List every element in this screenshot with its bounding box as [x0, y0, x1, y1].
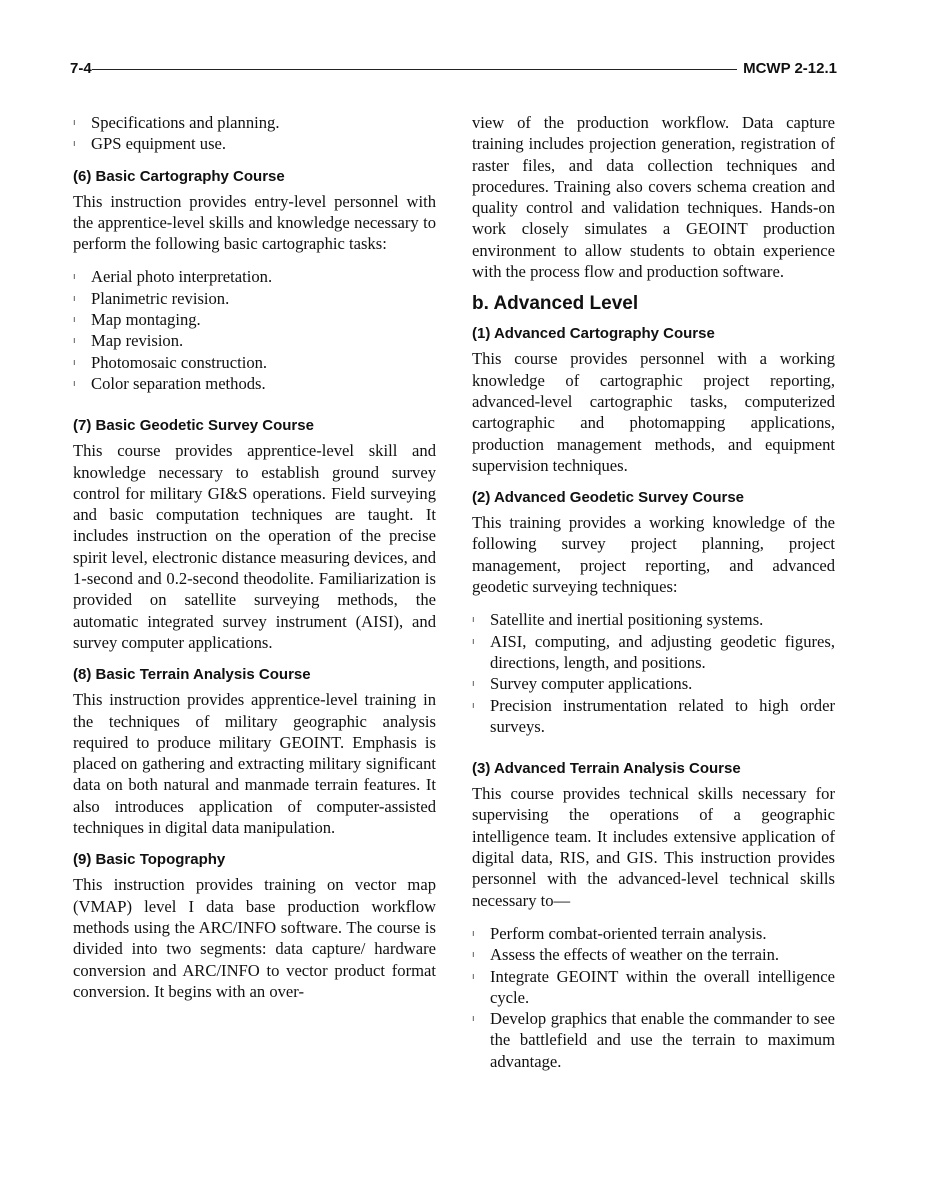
bullet-icon: ı	[73, 117, 76, 127]
bullet-icon: ı	[472, 678, 475, 689]
advanced-level-heading: b. Advanced Level	[472, 293, 639, 315]
section-heading-9: (9) Basic Topography	[73, 851, 226, 869]
cartography-task-list	[73, 266, 436, 394]
list-item: ı AISI, computing, and adjusting geodetic figures, directions, length, and positions.	[472, 631, 835, 672]
bullet-icon: ı	[73, 377, 76, 388]
section-body-adv-1: This course provides personnel with a working knowledge of cartographic project reporting, advanced-level cartographic tasks, computerized cartographic and photomapping applications, production management methods, and equipment supervision techniques.	[472, 349, 835, 475]
right-column	[472, 112, 835, 1072]
section-body-adv-3: This course provides technical skills necessary for supervising the operations of a geographic intelligence team. It includes extensive application of digital data, RIS, and GIS. This instruction provides personnel with the advanced-level technical skills necessary to—	[472, 784, 835, 910]
section-body-6: This instruction provides entry-level personnel with the apprentice-level skills and knowledge necessary to perform the following basic cartographic tasks:	[73, 191, 436, 254]
section-heading-adv-1: (1) Advanced Cartography Course	[472, 325, 715, 343]
bullet-icon: ı	[73, 138, 76, 149]
continuation-paragraph: view of the production workflow. Data capture training includes projection generation, registration of raster files, and data collection techniques and procedures. Training also covers schema creation and quality control and validation techniques. Hands-on work closely simulates a GEOINT production environment to allow students to obtain experience with the process flow and production software.	[472, 113, 835, 282]
header-rule	[92, 69, 737, 70]
section-body-8: This instruction provides apprentice-level training in the techniques of military geographic analysis required to produce military GEOINT. Emphasis is placed on gathering and extracting military significant data on both natural and manmade terrain features. It also introduces application of computer-assisted techniques in digital data manipulation.	[73, 690, 436, 838]
list-item: ı GPS equipment use.	[73, 134, 227, 154]
running-header	[70, 60, 837, 80]
list-item: ı Specifications and planning.	[73, 113, 280, 132]
list-item: ı Aerial photo interpretation.	[73, 267, 273, 287]
list-item: ı Photomosaic construction.	[73, 352, 268, 372]
bullet-icon: ı	[472, 927, 475, 938]
list-item: ı Precision instrumentation related to high order surveys.	[472, 695, 835, 736]
bullet-icon: ı	[472, 970, 475, 981]
bullet-icon: ı	[472, 635, 475, 646]
bullet-icon: ı	[73, 314, 76, 325]
bullet-icon: ı	[73, 356, 76, 367]
bullet-icon: ı	[73, 335, 76, 346]
page-number: 7-4	[70, 60, 92, 77]
geodetic-technique-list	[472, 609, 835, 737]
section-heading-8: (8) Basic Terrain Analysis Course	[73, 666, 311, 684]
list-item: ı Perform combat-oriented terrain analysis.	[472, 923, 767, 943]
list-item: ı Assess the effects of weather on the terrain.	[472, 945, 780, 965]
bullet-icon: ı	[73, 271, 76, 282]
section-body-9: This instruction provides training on vector map (VMAP) level I data base production workflow methods using the ARC/INFO software. The course is divided into two segments: data capture/ hardware conversion and ARC/INFO to vector product format conversion. It begins with an over-	[73, 875, 436, 1001]
section-heading-adv-2: (2) Advanced Geodetic Survey Course	[472, 489, 745, 507]
list-item: ı Color separation methods.	[73, 373, 266, 393]
section-heading-adv-3: (3) Advanced Terrain Analysis Course	[472, 760, 741, 778]
bullet-icon: ı	[472, 949, 475, 960]
list-item: ı Map revision.	[73, 331, 184, 351]
bullet-icon: ı	[73, 292, 76, 303]
list-item: ı Planimetric revision.	[73, 288, 230, 308]
section-heading-6: (6) Basic Cartography Course	[73, 167, 285, 185]
list-item: ı Map montaging.	[73, 310, 201, 330]
document-id: MCWP 2-12.1	[737, 60, 837, 77]
intro-bullet-list	[73, 112, 436, 155]
bullet-icon: ı	[472, 699, 475, 710]
list-item: ı Develop graphics that enable the commander to see the battlefield and use the terrain to maximum advantage.	[472, 1009, 835, 1071]
list-item: ı Survey computer applications.	[472, 674, 693, 694]
list-item: ı Satellite and inertial positioning systems.	[472, 610, 764, 630]
section-body-adv-2: This training provides a working knowledge of the following survey project planning, project management, project reporting, and advanced geodetic surveying techniques:	[472, 513, 835, 597]
bullet-icon: ı	[472, 1013, 475, 1024]
list-item: ı Integrate GEOINT within the overall intelligence cycle.	[472, 966, 835, 1007]
left-column	[73, 112, 436, 1002]
terrain-skill-list	[472, 923, 835, 1072]
bullet-icon: ı	[472, 614, 475, 625]
section-body-7: This course provides apprentice-level skill and knowledge necessary to establish ground survey control for military GI&S operations. Field surveying and basic computation techniques are taught. It includes instruction on the operation of the precise spirit level, electronic distance measuring devices, and 1-second and 0.2-second theodolite. Familiarization is provided on satellite surveying methods, the automatic integrated survey instrument (AISI), and survey computer applications.	[73, 441, 436, 652]
section-heading-7: (7) Basic Geodetic Survey Course	[73, 417, 314, 435]
